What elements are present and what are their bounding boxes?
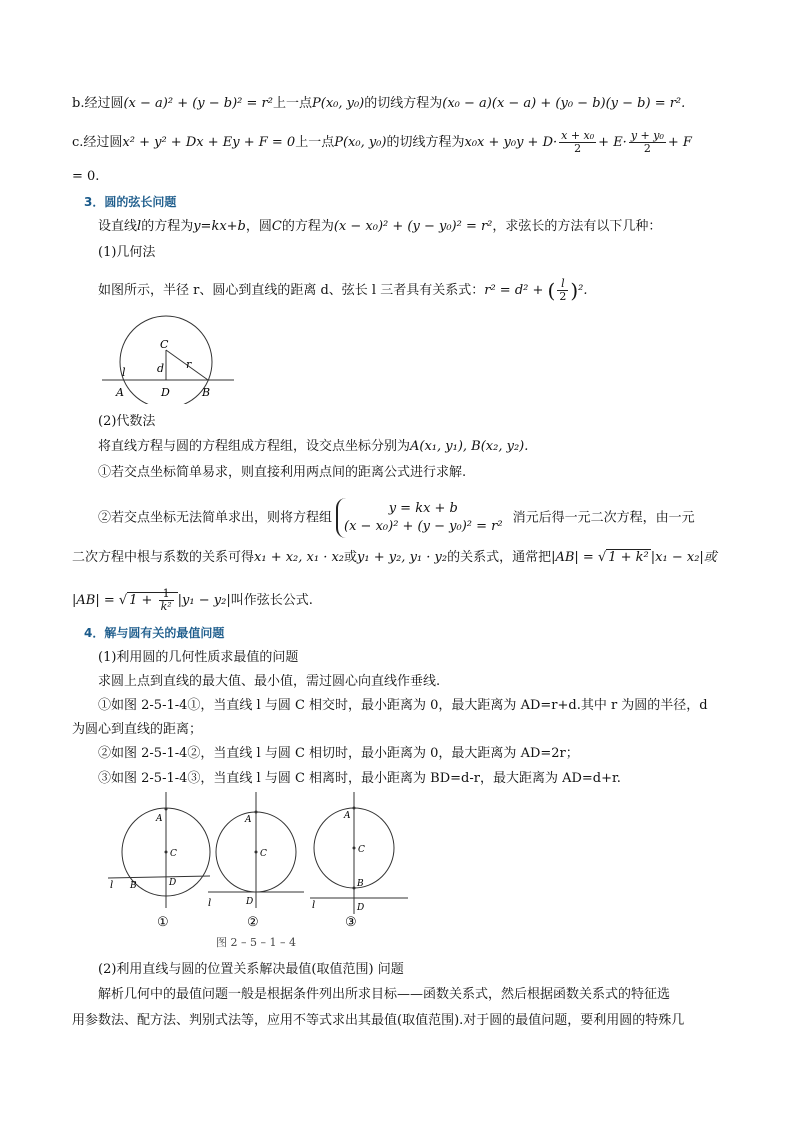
label-c: C xyxy=(160,338,169,351)
text: 设直线 xyxy=(98,219,138,234)
point xyxy=(255,811,258,814)
text: 的切线方程为 xyxy=(364,96,443,111)
text: C xyxy=(271,219,282,234)
text: ②若交点坐标无法简单求出，则将方程组 xyxy=(98,510,333,526)
line-l xyxy=(108,876,210,878)
subheading: (1)利用圆的几何性质求最值的问题 xyxy=(98,650,299,665)
label-l: l xyxy=(208,898,212,909)
panel-number: ③ xyxy=(345,915,357,930)
case-1: ①如图 2-5-1-4①，当直线 l 与圆 C 相交时，最小距离为 0，最大距离为 AD=r+d.其中 r 为圆的半径，d xyxy=(98,698,708,713)
case-3: ③如图 2-5-1-4③，当直线 l 与圆 C 相离时，最小距离为 BD=d-r，最大距离为 AD=d+r. xyxy=(98,771,621,786)
tangent-line-b xyxy=(72,95,754,113)
section-heading: 4．解与圆有关的最值问题 xyxy=(84,626,225,640)
point xyxy=(353,807,356,810)
label-d: d xyxy=(157,362,165,375)
fraction xyxy=(159,588,174,613)
label-d: D xyxy=(357,903,365,913)
panel-number: ② xyxy=(247,915,259,930)
label-r: r xyxy=(186,358,192,371)
formula: ². xyxy=(578,283,588,298)
label-a: A xyxy=(245,815,252,825)
text: 1 + xyxy=(129,593,157,608)
geo-relation: 如图所示，半径 r、圆心到直线的距离 d、弦长 l 三者具有关系式：r² = d² + ( $\frac{l}{2}$ )². xyxy=(98,277,588,303)
line-equation: y=kx+b xyxy=(193,219,246,234)
section-heading: 3．圆的弦长问题 xyxy=(84,195,177,209)
radicand xyxy=(127,587,178,613)
method-heading: (2)代数法 xyxy=(98,414,156,429)
text: + F xyxy=(667,135,692,150)
label-d: D xyxy=(246,897,254,907)
text: 上一点 xyxy=(295,135,335,150)
point xyxy=(255,851,258,854)
text: 叫作弦长公式. xyxy=(230,593,313,608)
label-d: D xyxy=(169,878,177,888)
fraction xyxy=(557,278,568,303)
numerator: x + x₀ xyxy=(561,129,595,142)
tangent-equation: (x₀ − a)(x − a) + (y₀ − b)(y − b) = r². xyxy=(442,96,686,111)
text: ，求弦长的方法有以下几种： xyxy=(492,219,662,234)
alg-setup xyxy=(98,438,754,456)
point-p: P(x₀, y₀) xyxy=(334,135,387,150)
radicand: 1 + k² xyxy=(608,550,649,565)
label-l: l xyxy=(122,366,126,379)
section-intro xyxy=(98,218,754,236)
numerator: y + y₀ xyxy=(630,129,664,142)
text: + E· xyxy=(598,135,627,150)
subheading: (2)利用直线与圆的位置关系解决最值(取值范围) 问题 xyxy=(98,962,404,977)
point-p: P(x₀, y₀) xyxy=(312,96,365,111)
formula: |AB| = xyxy=(72,593,119,608)
formula: |AB| = xyxy=(551,550,598,565)
label-d-point: D xyxy=(161,386,170,399)
text: b.经过圆 xyxy=(72,96,124,111)
fraction xyxy=(629,130,666,155)
panel-number: ① xyxy=(157,915,169,930)
figure-2-5-1-4 xyxy=(104,790,414,952)
text: 的方程为 xyxy=(141,219,194,234)
label-b: B xyxy=(357,879,364,889)
label-l: l xyxy=(312,900,316,911)
text: 上一点 xyxy=(272,96,312,111)
denominator: 2 xyxy=(559,290,567,303)
label-l: l xyxy=(110,880,114,891)
text: 或 xyxy=(344,550,358,565)
text: 消元后得一元二次方程，由一元 xyxy=(512,510,695,526)
text: 的切线方程为 xyxy=(386,135,465,150)
figure-caption: 图 2 – 5 – 1 – 4 xyxy=(216,936,296,949)
tangent-line-c xyxy=(72,130,754,155)
paragraph: 解析几何中的最值问题一般是根据条件列出所求目标——函数关系式，然后根据函数关系式的特征选 xyxy=(98,987,671,1002)
formula: r² = d² + xyxy=(484,283,548,298)
method-heading: (1)几何法 xyxy=(98,245,156,260)
denominator: 2 xyxy=(643,142,651,155)
point xyxy=(165,851,168,854)
chord-length-formula: |AB| = √ 1 + $\frac{1}{\text{k²}}$ |y₁ − y₂|叫作弦长公式. xyxy=(72,587,313,613)
paragraph-cont: 用参数法、配方法、判别式法等，应用不等式求出其最值(取值范围).对于圆的最值问题，要利用圆的特殊几 xyxy=(72,1013,685,1028)
case-1-cont: 为圆心到直线的距离； xyxy=(72,722,203,737)
point xyxy=(353,847,356,850)
item-2 xyxy=(98,498,754,538)
item-2-cont: 二次方程中根与系数的关系可得x₁ + x₂, x₁ · x₂或y₁ + y₂, y₁ · y₂的关系式，通常把|AB| = √ 1 + k² |x₁ − x₂|或 xyxy=(72,550,717,565)
denominator: 2 xyxy=(574,142,582,155)
text: 的关系式，通常把 xyxy=(447,550,552,565)
label-c: C xyxy=(358,845,365,855)
system-line-1: y = kx + b xyxy=(388,501,458,516)
label-c: C xyxy=(260,849,267,859)
text: 二次方程中根与系数的关系可得 xyxy=(72,550,255,565)
circle-equation: (x − x₀)² + (y − y₀)² = r² xyxy=(333,219,493,234)
panel-intersect xyxy=(108,792,210,930)
equation-system xyxy=(336,498,509,538)
item-1: ①若交点坐标简单易求，则直接利用两点间的距离公式进行求解. xyxy=(98,465,467,480)
label-c: C xyxy=(170,849,177,859)
circle-equation: x² + y² + Dx + Ey + F = 0 xyxy=(122,135,296,150)
numerator: l xyxy=(557,278,568,291)
label-b: B xyxy=(130,881,137,891)
formula: |x₁ − x₂|或 xyxy=(650,550,717,565)
panel-tangent xyxy=(208,792,304,930)
intersection-points: A(x₁, y₁), B(x₂, y₂). xyxy=(410,439,529,454)
point xyxy=(353,887,356,890)
panel-separate xyxy=(310,792,408,930)
continuation: = 0. xyxy=(72,169,100,184)
label-a: A xyxy=(156,814,163,824)
text: l xyxy=(137,219,142,234)
text: 将直线方程与圆的方程组成方程组，设交点坐标分别为 xyxy=(98,439,411,454)
system-line-2: (x − x₀)² + (y − y₀)² = r² xyxy=(344,519,503,534)
circle-equation: (x − a)² + (y − b)² = r² xyxy=(123,96,273,111)
denominator: k² xyxy=(160,600,172,613)
formula: y₁ + y₂, y₁ · y₂ xyxy=(357,550,448,565)
text: ，圆 xyxy=(245,219,272,234)
label-a: A xyxy=(116,386,124,399)
text: c.经过圆 xyxy=(72,135,123,150)
case-2: ②如图 2-5-1-4②，当直线 l 与圆 C 相切时，最小距离为 0，最大距离为 AD=2r； xyxy=(98,746,579,761)
numerator: 1 xyxy=(159,588,174,601)
point xyxy=(165,808,168,811)
formula: |y₁ − y₂| xyxy=(177,593,231,608)
chord-figure xyxy=(100,312,240,404)
paragraph: 求圆上点到直线的最大值、最小值，需过圆心向直线作垂线. xyxy=(98,674,441,689)
tangent-equation: x₀x + y₀y + D· xyxy=(464,135,558,150)
text: 如图所示，半径 r、圆心到直线的距离 d、弦长 l 三者具有关系式： xyxy=(98,283,485,298)
fraction xyxy=(559,130,596,155)
text: 的方程为 xyxy=(281,219,334,234)
label-a: A xyxy=(344,811,351,821)
formula: x₁ + x₂, x₁ · x₂ xyxy=(254,550,345,565)
label-b: B xyxy=(202,386,211,399)
